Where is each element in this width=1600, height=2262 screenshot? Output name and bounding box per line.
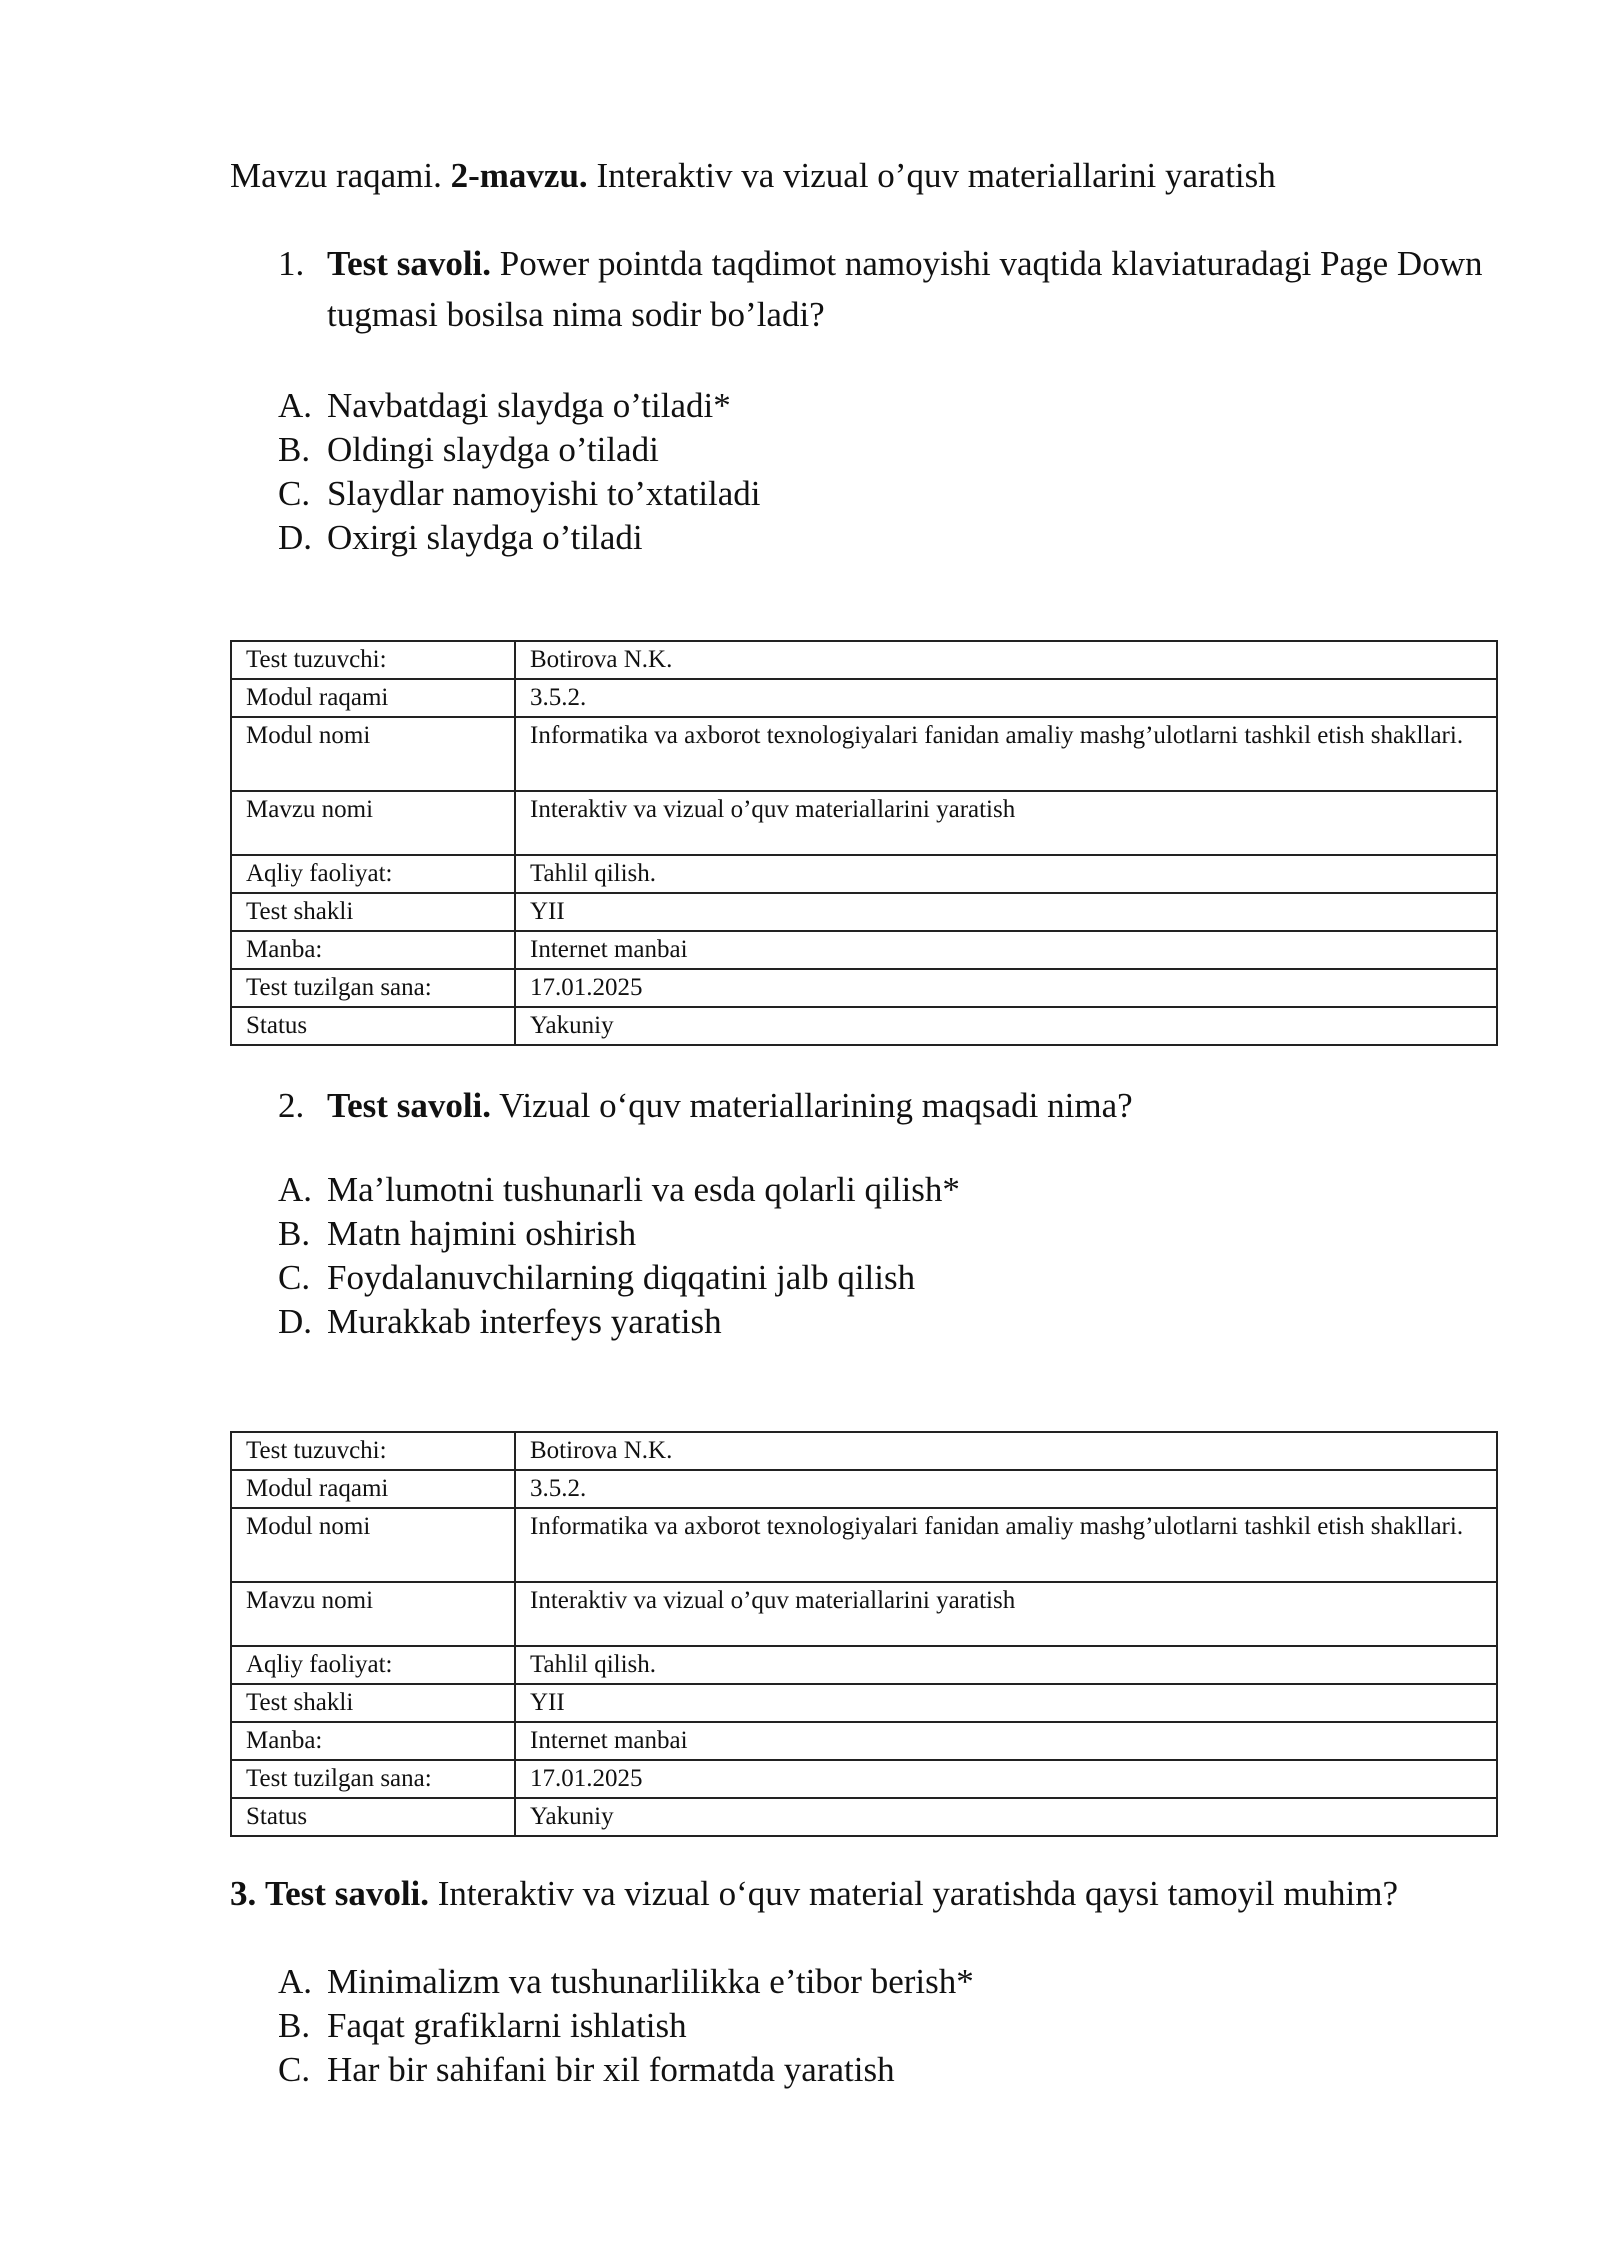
option-d: D. Murakkab interfeys yaratish: [278, 1302, 722, 1341]
option-c: C. Har bir sahifani bir xil formatda yaratish: [278, 2050, 895, 2089]
meta-table-1: [230, 640, 1498, 1046]
question-1-number: 1.: [278, 244, 305, 283]
table-row: Mavzu nomi Interaktiv va vizual o’quv materiallarini yaratish: [231, 1582, 1497, 1646]
table-row: Status Yakuniy: [231, 1798, 1497, 1836]
option-d: D. Oxirgi slaydga o’tiladi: [278, 518, 643, 557]
table-row: Modul nomi Informatika va axborot texnologiyalari fanidan amaliy mashg’ulotlarni tashkil etish shakllari.: [231, 1508, 1497, 1582]
option-b: B. Faqat grafiklarni ishlatish: [278, 2006, 687, 2045]
table-row: Test tuzilgan sana: 17.01.2025: [231, 969, 1497, 1007]
table-row: Test tuzuvchi: Botirova N.K.: [231, 1432, 1497, 1470]
question-3-text: [230, 1873, 1400, 1915]
table-row: Manba: Internet manbai: [231, 931, 1497, 969]
question-3-options: [278, 1960, 974, 2092]
question-3-number: 3.: [230, 1874, 257, 1913]
topic-number: 2-mavzu.: [450, 156, 588, 195]
question-2-options: [278, 1168, 960, 1344]
question-1-label: Test savoli.: [327, 244, 492, 283]
option-a: A. Minimalizm va tushunarlilikka e’tibor berish*: [278, 1962, 974, 2001]
topic-title: Interaktiv va vizual o’quv materiallarini yaratish: [596, 156, 1276, 195]
table-row: Test tuzilgan sana: 17.01.2025: [231, 1760, 1497, 1798]
option-b: B. Matn hajmini oshirish: [278, 1214, 637, 1253]
table-row: Test shakli YII: [231, 1684, 1497, 1722]
table-row: Modul nomi Informatika va axborot texnologiyalari fanidan amaliy mashg’ulotlarni tashkil etish shakllari.: [231, 717, 1497, 791]
table-row: Mavzu nomi Interaktiv va vizual o’quv materiallarini yaratish: [231, 791, 1497, 855]
question-2-label: Test savoli.: [327, 1086, 492, 1125]
question-1-body: Power pointda taqdimot namoyishi vaqtida klaviaturadagi Page Down tugmasi bosilsa nima sodir bo’ladi?: [327, 244, 1483, 334]
question-1-options: [278, 384, 761, 560]
meta-table-2: [230, 1431, 1498, 1837]
table-row: Modul raqami 3.5.2.: [231, 679, 1497, 717]
question-3-body: Interaktiv va vizual o‘quv material yaratishda qaysi tamoyil muhim?: [437, 1874, 1399, 1913]
table-row: Test shakli YII: [231, 893, 1497, 931]
question-1-text: [327, 238, 1497, 340]
question-3-label: Test savoli.: [265, 1874, 430, 1913]
option-a: A. Ma’lumotni tushunarli va esda qolarli qilish*: [278, 1170, 960, 1209]
question-2-body: Vizual o‘quv materiallarining maqsadi nima?: [499, 1086, 1133, 1125]
question-2-number: 2.: [278, 1086, 305, 1125]
question-2-text: [327, 1080, 1497, 1131]
option-c: C. Slaydlar namoyishi to’xtatiladi: [278, 474, 761, 513]
option-c: C. Foydalanuvchilarning diqqatini jalb qilish: [278, 1258, 916, 1297]
option-a: A. Navbatdagi slaydga o’tiladi*: [278, 386, 731, 425]
option-b: B. Oldingi slaydga o’tiladi: [278, 430, 659, 469]
topic-prefix: Mavzu raqami.: [230, 156, 442, 195]
table-row: Status Yakuniy: [231, 1007, 1497, 1045]
table-row: Aqliy faoliyat: Tahlil qilish.: [231, 855, 1497, 893]
table-row: Test tuzuvchi: Botirova N.K.: [231, 641, 1497, 679]
table-row: Modul raqami 3.5.2.: [231, 1470, 1497, 1508]
topic-heading: [230, 152, 1276, 200]
table-row: Manba: Internet manbai: [231, 1722, 1497, 1760]
table-row: Aqliy faoliyat: Tahlil qilish.: [231, 1646, 1497, 1684]
